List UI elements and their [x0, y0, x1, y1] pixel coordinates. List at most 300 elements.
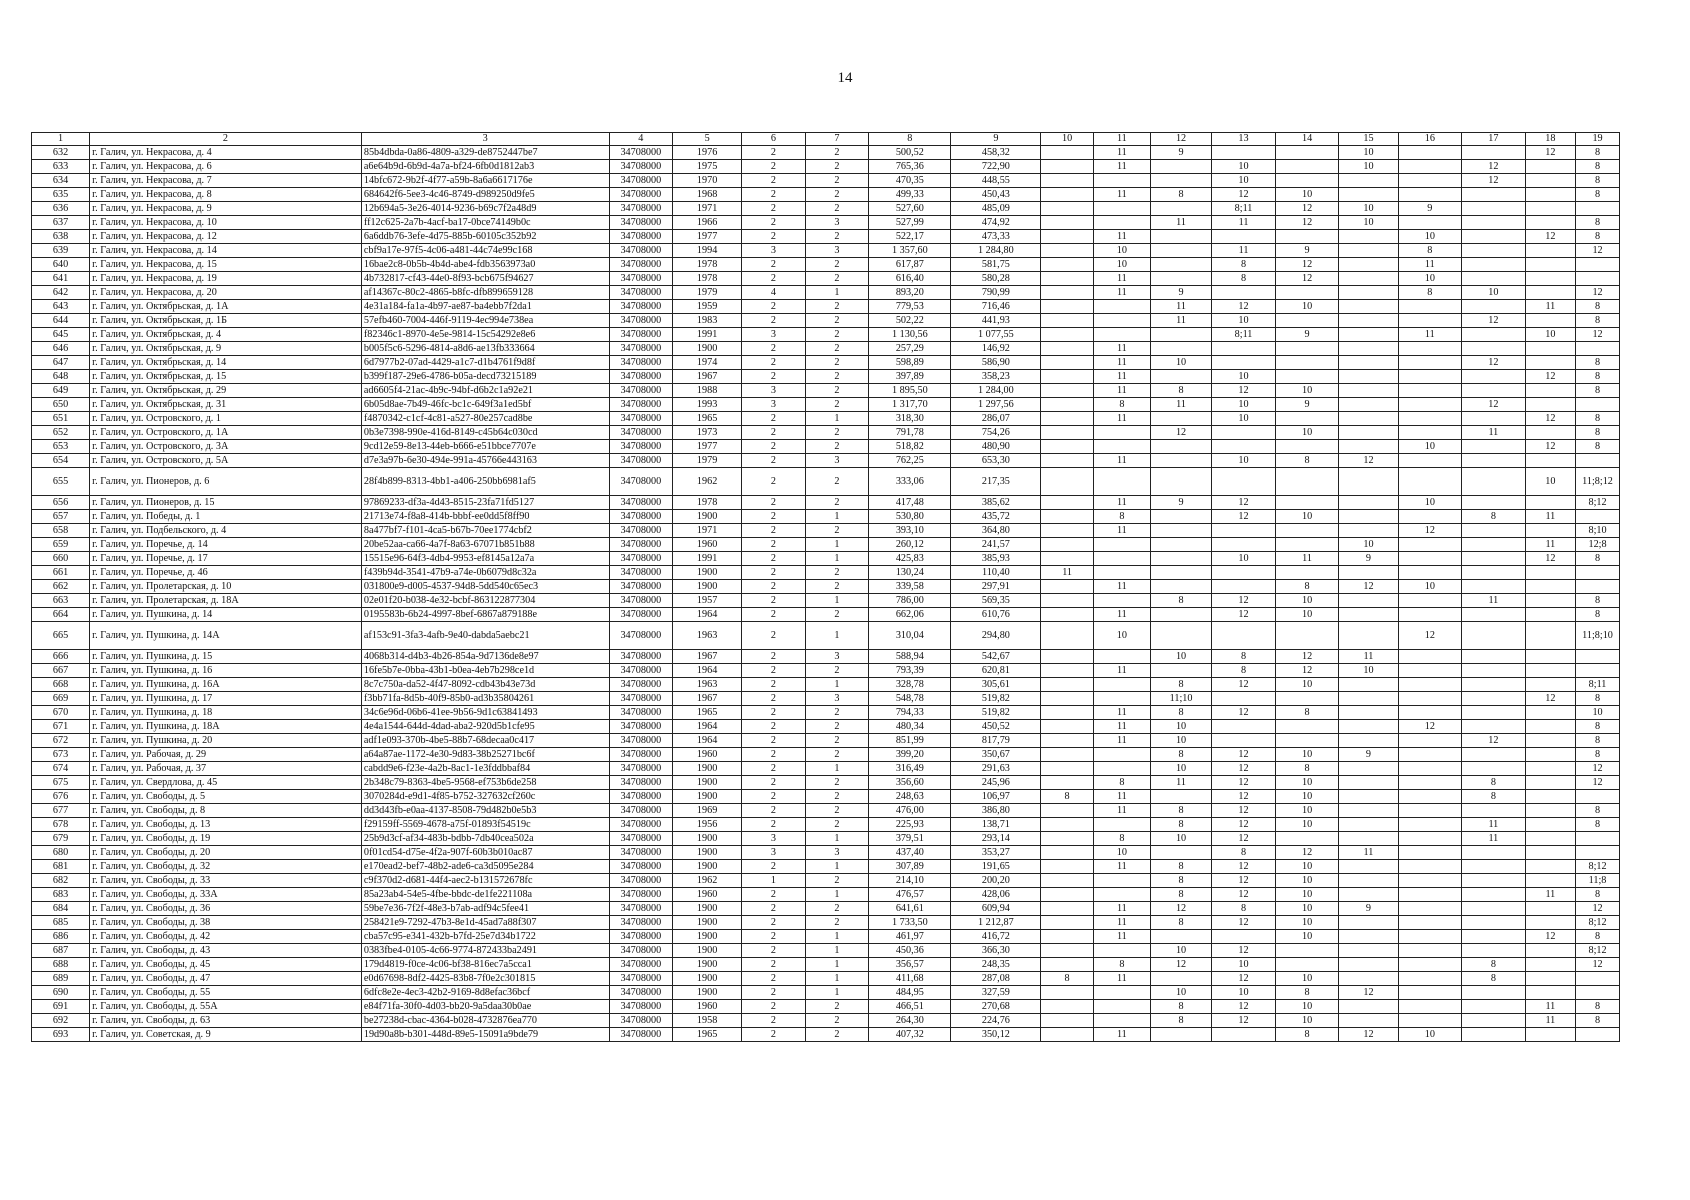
entrances-count: 2: [805, 776, 869, 790]
col-15: 12: [1339, 986, 1398, 1000]
row-number: 678: [32, 818, 90, 832]
oktmo-code: 34708000: [609, 370, 673, 384]
year-built: 1956: [673, 818, 742, 832]
living-area: 817,79: [951, 734, 1041, 748]
year-built: 1964: [673, 734, 742, 748]
col-15: 12: [1339, 580, 1398, 594]
total-area: 417,48: [869, 496, 951, 510]
living-area: 485,09: [951, 202, 1041, 216]
row-number: 645: [32, 328, 90, 342]
fias-guid: c9f370d2-d681-44f4-aec2-b131572678fc: [361, 874, 609, 888]
col-11: 11: [1093, 706, 1150, 720]
col-19: [1576, 986, 1620, 1000]
col-18: [1525, 454, 1575, 468]
col-11: 8: [1093, 958, 1150, 972]
col-13: 11: [1212, 244, 1276, 258]
col-19: 8;12: [1576, 916, 1620, 930]
floors-count: 2: [742, 580, 806, 594]
col-18: 12: [1525, 440, 1575, 454]
col-19: [1576, 566, 1620, 580]
row-number: 677: [32, 804, 90, 818]
col-12: 8: [1150, 860, 1211, 874]
total-area: 484,95: [869, 986, 951, 1000]
oktmo-code: 34708000: [609, 958, 673, 972]
col-14: 10: [1275, 790, 1339, 804]
col-16: [1398, 468, 1462, 496]
row-number: 659: [32, 538, 90, 552]
col-13: 10: [1212, 958, 1276, 972]
col-19: [1576, 258, 1620, 272]
col-10: [1041, 580, 1094, 594]
col-11: 11: [1093, 804, 1150, 818]
address: г. Галич, ул. Октябрьская, д. 29: [90, 384, 362, 398]
col-15: [1339, 510, 1398, 524]
year-built: 1900: [673, 776, 742, 790]
row-number: 676: [32, 790, 90, 804]
entrances-count: 1: [805, 412, 869, 426]
col-14: [1275, 734, 1339, 748]
col-11: [1093, 566, 1150, 580]
total-area: 1 130,56: [869, 328, 951, 342]
living-area: 191,65: [951, 860, 1041, 874]
col-19: 8: [1576, 1014, 1620, 1028]
total-area: 399,20: [869, 748, 951, 762]
col-10: [1041, 594, 1094, 608]
fias-guid: 28f4b899-8313-4bb1-a406-250bb6981af5: [361, 468, 609, 496]
entrances-count: 3: [805, 216, 869, 230]
col-16: [1398, 1000, 1462, 1014]
col-16: [1398, 832, 1462, 846]
entrances-count: 1: [805, 538, 869, 552]
year-built: 1964: [673, 664, 742, 678]
oktmo-code: 34708000: [609, 384, 673, 398]
col-12: [1150, 370, 1211, 384]
col-19: [1576, 202, 1620, 216]
col-13: [1212, 538, 1276, 552]
address: г. Галич, ул. Свердлова, д. 45: [90, 776, 362, 790]
col-18: [1525, 790, 1575, 804]
col-10: [1041, 1014, 1094, 1028]
col-10: [1041, 846, 1094, 860]
col-18: [1525, 650, 1575, 664]
table-row: [32, 692, 1620, 706]
col-11: 10: [1093, 622, 1150, 650]
col-15: [1339, 1000, 1398, 1014]
col-18: [1525, 258, 1575, 272]
col-13: 12: [1212, 944, 1276, 958]
living-area: 286,07: [951, 412, 1041, 426]
col-13: 12: [1212, 188, 1276, 202]
year-built: 1900: [673, 972, 742, 986]
address: г. Галич, ул. Пролетарская, д. 10: [90, 580, 362, 594]
col-14: [1275, 720, 1339, 734]
col-18: [1525, 846, 1575, 860]
year-built: 1991: [673, 552, 742, 566]
col-13: [1212, 440, 1276, 454]
col-10: [1041, 860, 1094, 874]
entrances-count: 1: [805, 972, 869, 986]
col-13: [1212, 426, 1276, 440]
entrances-count: 1: [805, 986, 869, 1000]
col-12: 8: [1150, 874, 1211, 888]
total-area: 617,87: [869, 258, 951, 272]
floors-count: 2: [742, 426, 806, 440]
col-18: [1525, 216, 1575, 230]
total-area: 356,57: [869, 958, 951, 972]
col-12: 11: [1150, 216, 1211, 230]
col-14: [1275, 412, 1339, 426]
total-area: 425,83: [869, 552, 951, 566]
address: г. Галич, ул. Свободы, д. 5: [90, 790, 362, 804]
row-number: 651: [32, 412, 90, 426]
total-area: 598,89: [869, 356, 951, 370]
row-number: 660: [32, 552, 90, 566]
col-17: [1462, 650, 1526, 664]
col-15: [1339, 342, 1398, 356]
col-17: [1462, 258, 1526, 272]
col-11: 11: [1093, 902, 1150, 916]
living-area: 609,94: [951, 902, 1041, 916]
table-row: [32, 958, 1620, 972]
col-10: [1041, 552, 1094, 566]
col-15: [1339, 790, 1398, 804]
col-19: 8: [1576, 720, 1620, 734]
year-built: 1964: [673, 720, 742, 734]
row-number: 671: [32, 720, 90, 734]
floors-count: 2: [742, 860, 806, 874]
page-number: 14: [837, 70, 853, 86]
row-number: 680: [32, 846, 90, 860]
address: г. Галич, ул. Некрасова, д. 6: [90, 160, 362, 174]
year-built: 1963: [673, 622, 742, 650]
col-17: 12: [1462, 160, 1526, 174]
row-number: 690: [32, 986, 90, 1000]
year-built: 1966: [673, 216, 742, 230]
fias-guid: d7e3a97b-6e30-494e-991a-45766e443163: [361, 454, 609, 468]
col-13: [1212, 146, 1276, 160]
col-16: [1398, 888, 1462, 902]
col-16: 10: [1398, 230, 1462, 244]
col-16: 11: [1398, 328, 1462, 342]
col-17: [1462, 622, 1526, 650]
col-10: [1041, 1028, 1094, 1042]
col-11: 10: [1093, 258, 1150, 272]
col-17: 12: [1462, 398, 1526, 412]
row-number: 662: [32, 580, 90, 594]
col-12: 8: [1150, 916, 1211, 930]
col-16: 8: [1398, 244, 1462, 258]
col-15: [1339, 412, 1398, 426]
col-19: 12: [1576, 328, 1620, 342]
col-15: [1339, 916, 1398, 930]
col-10: [1041, 258, 1094, 272]
living-area: 653,30: [951, 454, 1041, 468]
col-11: [1093, 678, 1150, 692]
row-number: 647: [32, 356, 90, 370]
col-10: [1041, 454, 1094, 468]
table-row: [32, 538, 1620, 552]
entrances-count: 2: [805, 398, 869, 412]
row-number: 634: [32, 174, 90, 188]
row-number: 668: [32, 678, 90, 692]
col-16: [1398, 342, 1462, 356]
col-18: [1525, 804, 1575, 818]
col-10: [1041, 496, 1094, 510]
address: г. Галич, ул. Пушкина, д. 15: [90, 650, 362, 664]
table-row: [32, 286, 1620, 300]
col-11: [1093, 216, 1150, 230]
living-area: 473,33: [951, 230, 1041, 244]
year-built: 1979: [673, 286, 742, 300]
row-number: 665: [32, 622, 90, 650]
col-18: 10: [1525, 468, 1575, 496]
col-11: 10: [1093, 846, 1150, 860]
col-18: [1525, 818, 1575, 832]
total-area: 307,89: [869, 860, 951, 874]
entrances-count: 1: [805, 552, 869, 566]
col-14: 10: [1275, 916, 1339, 930]
col-17: [1462, 720, 1526, 734]
entrances-count: 2: [805, 664, 869, 678]
address: г. Галич, ул. Свободы, д. 20: [90, 846, 362, 860]
col-16: [1398, 818, 1462, 832]
entrances-count: 1: [805, 930, 869, 944]
col-11: [1093, 1000, 1150, 1014]
col-12: [1150, 566, 1211, 580]
col-11: [1093, 944, 1150, 958]
address: г. Галич, ул. Пушкина, д. 14А: [90, 622, 362, 650]
col-13: 11: [1212, 216, 1276, 230]
year-built: 1900: [673, 342, 742, 356]
entrances-count: 1: [805, 832, 869, 846]
col-14: 12: [1275, 650, 1339, 664]
total-area: 786,00: [869, 594, 951, 608]
col-14: 12: [1275, 272, 1339, 286]
row-number: 679: [32, 832, 90, 846]
col-10: [1041, 160, 1094, 174]
col-15: [1339, 174, 1398, 188]
col-12: 9: [1150, 286, 1211, 300]
oktmo-code: 34708000: [609, 664, 673, 678]
year-built: 1967: [673, 370, 742, 384]
floors-count: 2: [742, 314, 806, 328]
col-11: 11: [1093, 734, 1150, 748]
fias-guid: 25b9d3cf-af34-483b-bdbb-7db40cea502a: [361, 832, 609, 846]
table-row: [32, 874, 1620, 888]
row-number: 673: [32, 748, 90, 762]
year-built: 1900: [673, 580, 742, 594]
table-row: [32, 384, 1620, 398]
total-area: 316,49: [869, 762, 951, 776]
col-15: [1339, 188, 1398, 202]
living-area: 386,80: [951, 804, 1041, 818]
col-14: [1275, 944, 1339, 958]
year-built: 1967: [673, 650, 742, 664]
col-15: [1339, 930, 1398, 944]
oktmo-code: 34708000: [609, 944, 673, 958]
floors-count: 2: [742, 342, 806, 356]
col-12: 8: [1150, 888, 1211, 902]
col-18: [1525, 202, 1575, 216]
row-number: 638: [32, 230, 90, 244]
row-number: 646: [32, 342, 90, 356]
fias-guid: 85b4dbda-0a86-4809-a329-de8752447be7: [361, 146, 609, 160]
oktmo-code: 34708000: [609, 328, 673, 342]
floors-count: 2: [742, 1028, 806, 1042]
row-number: 642: [32, 286, 90, 300]
col-16: [1398, 384, 1462, 398]
col-10: [1041, 230, 1094, 244]
fias-guid: 57efb460-7004-446f-9119-4ec994e738ea: [361, 314, 609, 328]
column-number: 4: [609, 133, 673, 146]
col-12: 11: [1150, 300, 1211, 314]
floors-count: 2: [742, 1000, 806, 1014]
col-11: 8: [1093, 510, 1150, 524]
entrances-count: 2: [805, 1000, 869, 1014]
column-number: 13: [1212, 133, 1276, 146]
fias-guid: 59be7e36-7f2f-48e3-b7ab-adf94c5fee41: [361, 902, 609, 916]
column-number: 15: [1339, 133, 1398, 146]
address: г. Галич, ул. Пушкина, д. 16: [90, 664, 362, 678]
floors-count: 2: [742, 650, 806, 664]
col-14: [1275, 356, 1339, 370]
oktmo-code: 34708000: [609, 748, 673, 762]
col-10: 8: [1041, 972, 1094, 986]
col-14: [1275, 146, 1339, 160]
table-row: [32, 790, 1620, 804]
oktmo-code: 34708000: [609, 692, 673, 706]
col-16: [1398, 790, 1462, 804]
col-15: 9: [1339, 748, 1398, 762]
year-built: 1960: [673, 888, 742, 902]
col-12: [1150, 552, 1211, 566]
table-row: [32, 342, 1620, 356]
col-19: [1576, 846, 1620, 860]
entrances-count: 2: [805, 174, 869, 188]
col-17: [1462, 244, 1526, 258]
fias-guid: ff12c625-2a7b-4acf-ba17-0bce74149b0c: [361, 216, 609, 230]
oktmo-code: 34708000: [609, 916, 673, 930]
total-area: 214,10: [869, 874, 951, 888]
entrances-count: 3: [805, 692, 869, 706]
fias-guid: 0b3e7398-990e-416d-8149-c45b64c030cd: [361, 426, 609, 440]
col-13: 10: [1212, 552, 1276, 566]
oktmo-code: 34708000: [609, 216, 673, 230]
col-11: 11: [1093, 342, 1150, 356]
col-16: [1398, 734, 1462, 748]
living-area: 248,35: [951, 958, 1041, 972]
col-19: 8: [1576, 314, 1620, 328]
col-15: [1339, 524, 1398, 538]
col-15: [1339, 398, 1398, 412]
col-19: 8: [1576, 818, 1620, 832]
col-12: [1150, 272, 1211, 286]
col-13: 8;11: [1212, 328, 1276, 342]
col-15: [1339, 314, 1398, 328]
col-10: [1041, 328, 1094, 342]
total-area: 470,35: [869, 174, 951, 188]
col-13: 8: [1212, 846, 1276, 860]
living-area: 350,67: [951, 748, 1041, 762]
column-number: 9: [951, 133, 1041, 146]
address: г. Галич, ул. Октябрьская, д. 9: [90, 342, 362, 356]
fias-guid: a64a87ae-1172-4e30-9d83-38b25271bc6f: [361, 748, 609, 762]
address: г. Галич, ул. Некрасова, д. 10: [90, 216, 362, 230]
address: г. Галич, ул. Подбельского, д. 4: [90, 524, 362, 538]
col-13: [1212, 1028, 1276, 1042]
address: г. Галич, ул. Рабочая, д. 37: [90, 762, 362, 776]
col-15: [1339, 958, 1398, 972]
col-12: [1150, 174, 1211, 188]
address: г. Галич, ул. Поречье, д. 46: [90, 566, 362, 580]
col-13: 12: [1212, 916, 1276, 930]
oktmo-code: 34708000: [609, 524, 673, 538]
col-11: [1093, 300, 1150, 314]
col-13: 12: [1212, 972, 1276, 986]
address: г. Галич, ул. Пушкина, д. 18: [90, 706, 362, 720]
col-11: 8: [1093, 776, 1150, 790]
col-15: [1339, 566, 1398, 580]
col-18: [1525, 1028, 1575, 1042]
fias-guid: 0f01cd54-d75e-4f2a-907f-60b3b010ac87: [361, 846, 609, 860]
col-12: [1150, 524, 1211, 538]
col-19: 8: [1576, 888, 1620, 902]
table-row: [32, 1028, 1620, 1042]
col-14: 12: [1275, 664, 1339, 678]
floors-count: 2: [742, 510, 806, 524]
col-18: 11: [1525, 1014, 1575, 1028]
col-13: 8: [1212, 664, 1276, 678]
year-built: 1991: [673, 328, 742, 342]
year-built: 1965: [673, 706, 742, 720]
table-row: [32, 398, 1620, 412]
oktmo-code: 34708000: [609, 300, 673, 314]
col-10: [1041, 944, 1094, 958]
table-row: [32, 566, 1620, 580]
col-16: [1398, 188, 1462, 202]
col-12: 8: [1150, 188, 1211, 202]
total-area: 339,58: [869, 580, 951, 594]
row-number: 654: [32, 454, 90, 468]
total-area: 466,51: [869, 1000, 951, 1014]
col-18: [1525, 566, 1575, 580]
fias-guid: 21713e74-f8a8-414b-bbbf-ee0dd5f8ff90: [361, 510, 609, 524]
col-15: [1339, 230, 1398, 244]
col-10: [1041, 930, 1094, 944]
fias-guid: 179d4819-f0ce-4c06-bf38-816ec7a5cca1: [361, 958, 609, 972]
col-11: 8: [1093, 398, 1150, 412]
col-12: [1150, 846, 1211, 860]
col-12: 10: [1150, 734, 1211, 748]
total-area: 437,40: [869, 846, 951, 860]
living-area: 1 284,80: [951, 244, 1041, 258]
row-number: 667: [32, 664, 90, 678]
col-18: [1525, 356, 1575, 370]
col-14: [1275, 692, 1339, 706]
col-18: [1525, 384, 1575, 398]
col-11: [1093, 1014, 1150, 1028]
col-18: [1525, 916, 1575, 930]
entrances-count: 2: [805, 496, 869, 510]
row-number: 649: [32, 384, 90, 398]
col-17: 12: [1462, 356, 1526, 370]
fias-guid: be27238d-cbac-4364-b028-4732876ea770: [361, 1014, 609, 1028]
row-number: 675: [32, 776, 90, 790]
col-14: 10: [1275, 1000, 1339, 1014]
col-14: 10: [1275, 1014, 1339, 1028]
oktmo-code: 34708000: [609, 776, 673, 790]
col-15: [1339, 818, 1398, 832]
